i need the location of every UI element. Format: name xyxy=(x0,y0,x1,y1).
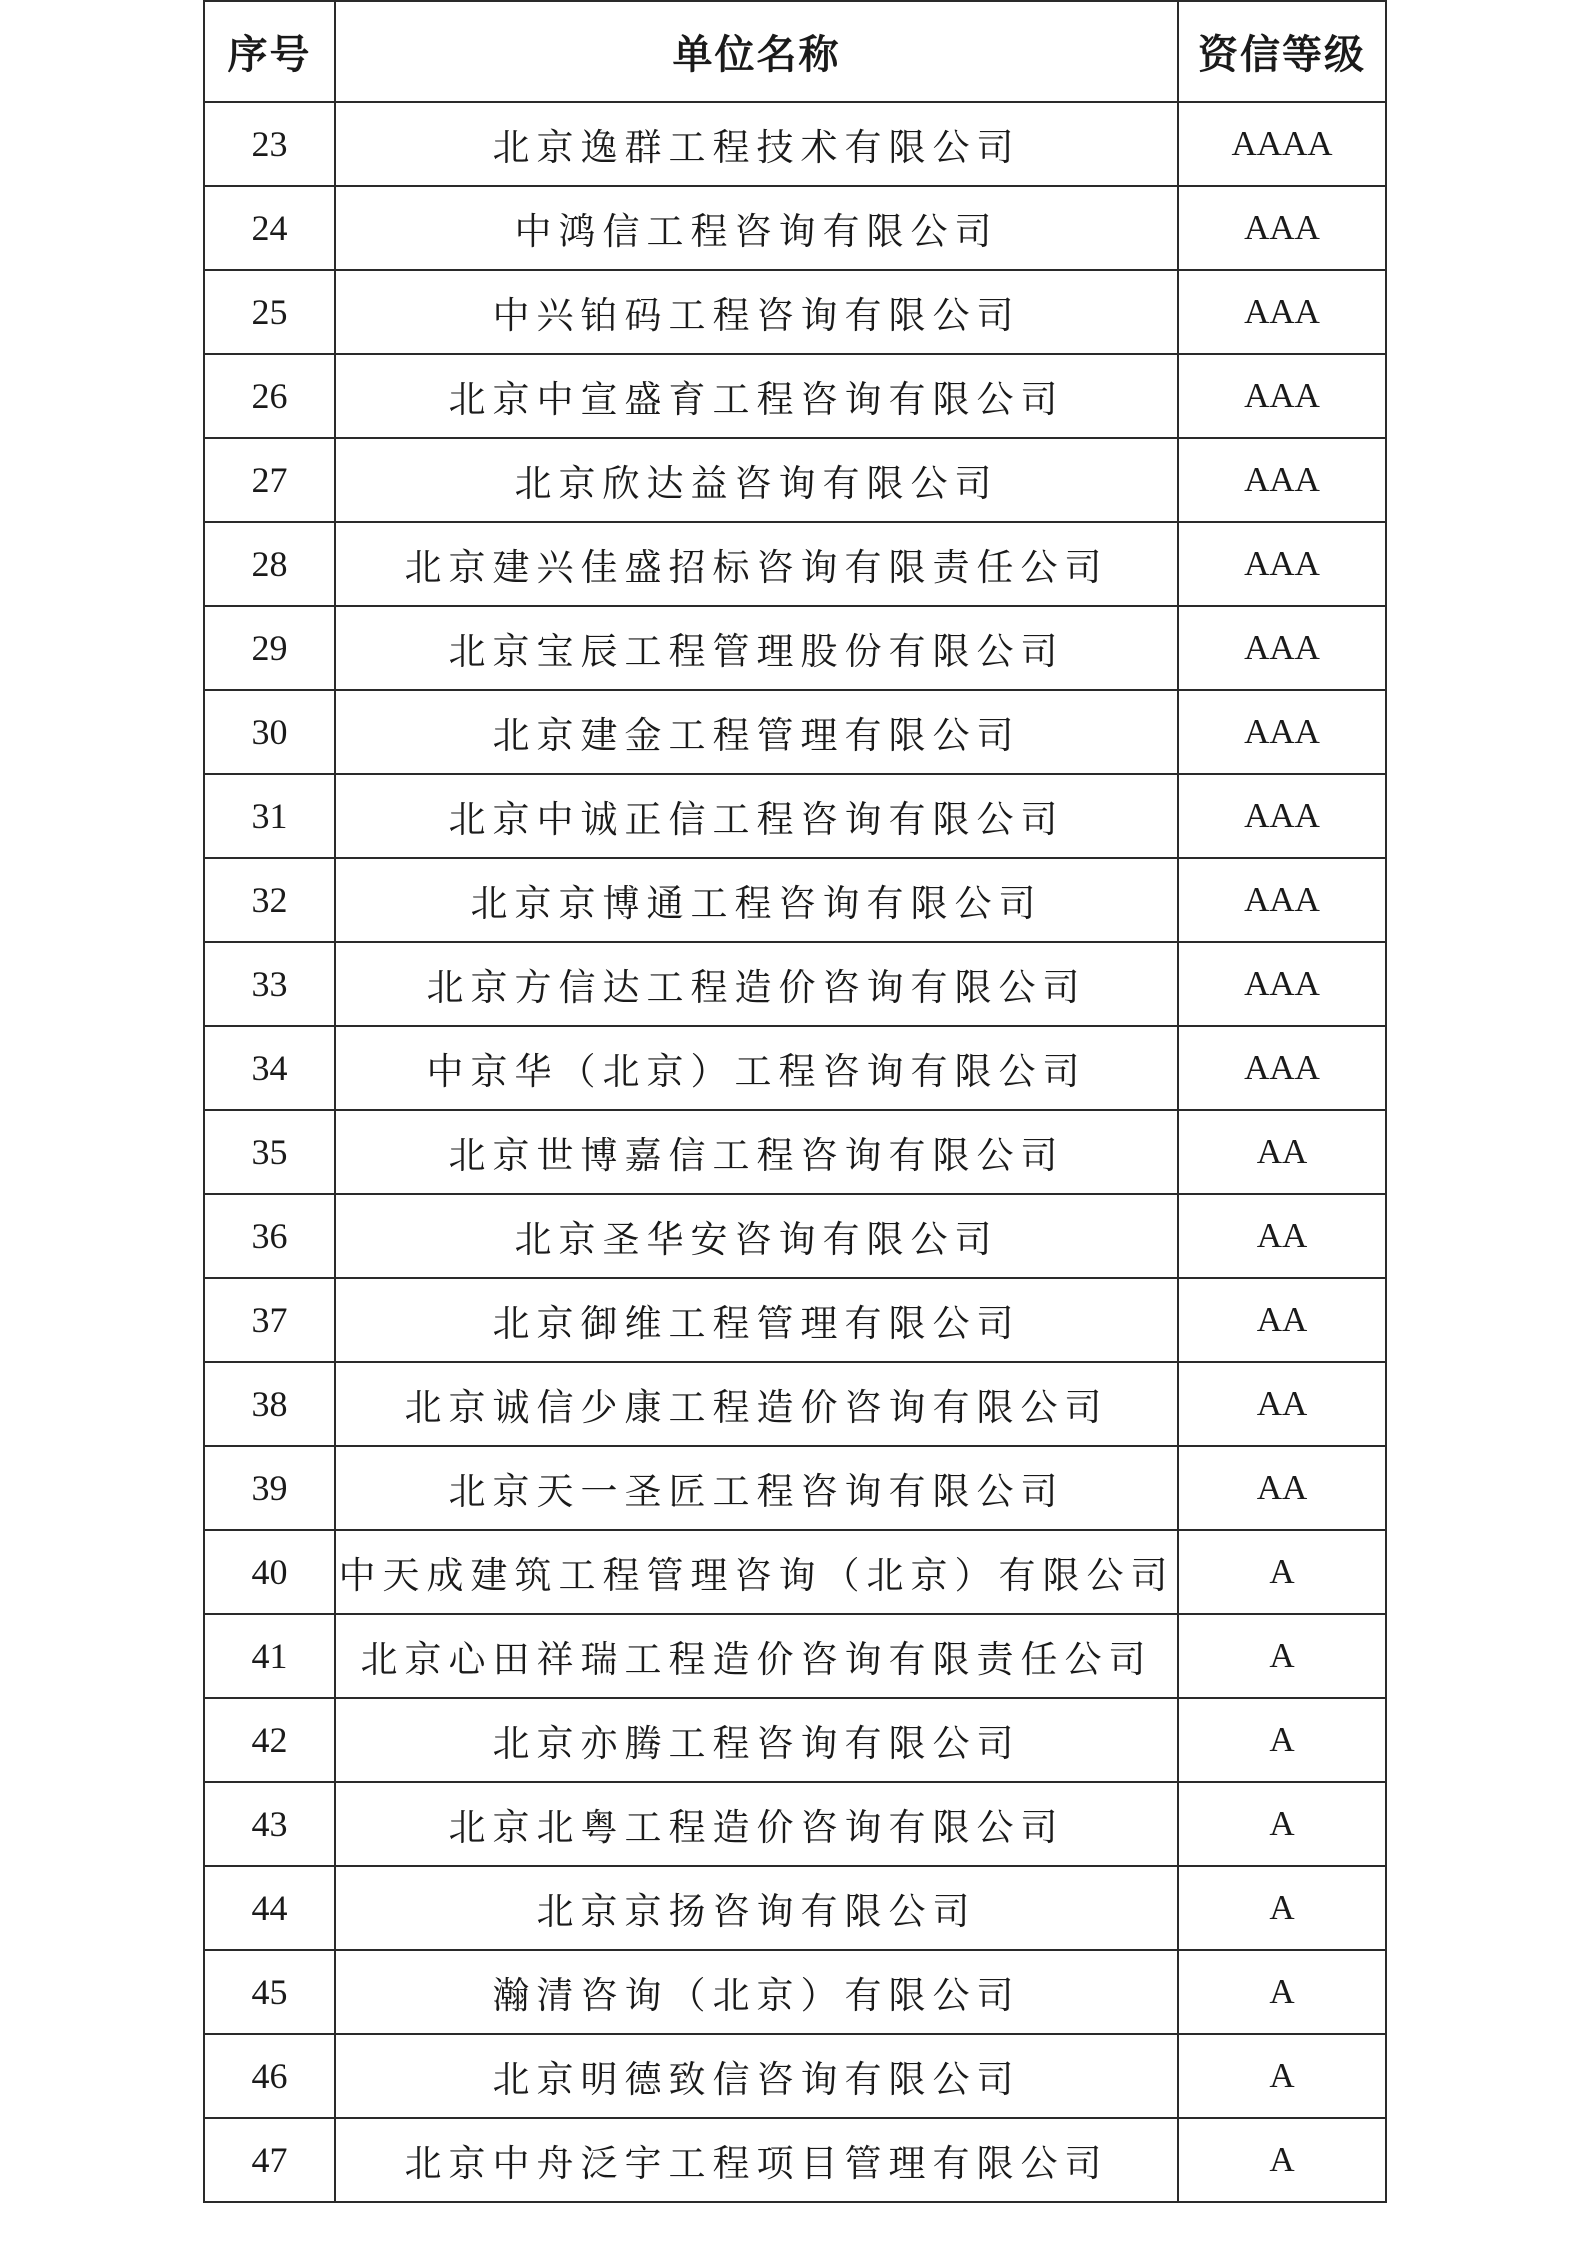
cell-serial-number: 44 xyxy=(204,1866,335,1950)
cell-credit-grade: A xyxy=(1178,1614,1386,1698)
table-row xyxy=(204,522,1386,606)
table-row xyxy=(204,1530,1386,1614)
table-row xyxy=(204,186,1386,270)
cell-unit-name: 北京建金工程管理有限公司 xyxy=(335,690,1178,774)
cell-serial-number: 42 xyxy=(204,1698,335,1782)
cell-unit-name: 北京御维工程管理有限公司 xyxy=(335,1278,1178,1362)
cell-serial-number: 26 xyxy=(204,354,335,438)
table-row xyxy=(204,1950,1386,2034)
cell-credit-grade: A xyxy=(1178,2118,1386,2202)
cell-credit-grade: A xyxy=(1178,1530,1386,1614)
cell-credit-grade: A xyxy=(1178,1698,1386,1782)
cell-serial-number: 34 xyxy=(204,1026,335,1110)
cell-credit-grade: A xyxy=(1178,2034,1386,2118)
cell-serial-number: 30 xyxy=(204,690,335,774)
cell-unit-name: 北京中舟泛宇工程项目管理有限公司 xyxy=(335,2118,1178,2202)
table-row xyxy=(204,2118,1386,2202)
cell-credit-grade: AA xyxy=(1178,1110,1386,1194)
cell-serial-number: 38 xyxy=(204,1362,335,1446)
cell-unit-name: 北京欣达益咨询有限公司 xyxy=(335,438,1178,522)
cell-serial-number: 29 xyxy=(204,606,335,690)
cell-serial-number: 37 xyxy=(204,1278,335,1362)
table-row xyxy=(204,606,1386,690)
cell-credit-grade: AAA xyxy=(1178,270,1386,354)
cell-unit-name: 北京中宣盛育工程咨询有限公司 xyxy=(335,354,1178,438)
cell-credit-grade: AAA xyxy=(1178,354,1386,438)
cell-credit-grade: A xyxy=(1178,1950,1386,2034)
table-row xyxy=(204,1866,1386,1950)
table-row xyxy=(204,1194,1386,1278)
header-serial-number: 序号 xyxy=(204,1,335,102)
cell-credit-grade: AAA xyxy=(1178,522,1386,606)
table-row xyxy=(204,942,1386,1026)
cell-unit-name: 北京京扬咨询有限公司 xyxy=(335,1866,1178,1950)
cell-unit-name: 中兴铂码工程咨询有限公司 xyxy=(335,270,1178,354)
cell-serial-number: 36 xyxy=(204,1194,335,1278)
cell-unit-name: 北京京博通工程咨询有限公司 xyxy=(335,858,1178,942)
cell-unit-name: 北京诚信少康工程造价咨询有限公司 xyxy=(335,1362,1178,1446)
cell-serial-number: 45 xyxy=(204,1950,335,2034)
cell-credit-grade: AAA xyxy=(1178,1026,1386,1110)
table-row xyxy=(204,2034,1386,2118)
cell-credit-grade: AAA xyxy=(1178,942,1386,1026)
cell-unit-name: 北京圣华安咨询有限公司 xyxy=(335,1194,1178,1278)
cell-credit-grade: AA xyxy=(1178,1446,1386,1530)
header-unit-name: 单位名称 xyxy=(335,1,1178,102)
cell-unit-name: 北京宝辰工程管理股份有限公司 xyxy=(335,606,1178,690)
table-row xyxy=(204,270,1386,354)
cell-credit-grade: AA xyxy=(1178,1362,1386,1446)
table-row xyxy=(204,1026,1386,1110)
cell-serial-number: 43 xyxy=(204,1782,335,1866)
table-row xyxy=(204,1278,1386,1362)
cell-credit-grade: A xyxy=(1178,1782,1386,1866)
cell-serial-number: 28 xyxy=(204,522,335,606)
cell-serial-number: 25 xyxy=(204,270,335,354)
cell-credit-grade: AAA xyxy=(1178,858,1386,942)
cell-serial-number: 24 xyxy=(204,186,335,270)
cell-credit-grade: AAA xyxy=(1178,774,1386,858)
table-row xyxy=(204,1614,1386,1698)
cell-unit-name: 中天成建筑工程管理咨询（北京）有限公司 xyxy=(335,1530,1178,1614)
cell-unit-name: 北京明德致信咨询有限公司 xyxy=(335,2034,1178,2118)
cell-serial-number: 35 xyxy=(204,1110,335,1194)
cell-credit-grade: AAA xyxy=(1178,606,1386,690)
cell-unit-name: 北京逸群工程技术有限公司 xyxy=(335,102,1178,186)
header-credit-grade: 资信等级 xyxy=(1178,1,1386,102)
cell-unit-name: 北京亦腾工程咨询有限公司 xyxy=(335,1698,1178,1782)
cell-credit-grade: A xyxy=(1178,1866,1386,1950)
cell-unit-name: 北京天一圣匠工程咨询有限公司 xyxy=(335,1446,1178,1530)
cell-serial-number: 33 xyxy=(204,942,335,1026)
cell-serial-number: 23 xyxy=(204,102,335,186)
cell-serial-number: 31 xyxy=(204,774,335,858)
cell-credit-grade: AAAA xyxy=(1178,102,1386,186)
cell-unit-name: 北京建兴佳盛招标咨询有限责任公司 xyxy=(335,522,1178,606)
cell-unit-name: 北京方信达工程造价咨询有限公司 xyxy=(335,942,1178,1026)
table-row xyxy=(204,1446,1386,1530)
cell-credit-grade: AAA xyxy=(1178,690,1386,774)
cell-credit-grade: AA xyxy=(1178,1194,1386,1278)
cell-unit-name: 北京心田祥瑞工程造价咨询有限责任公司 xyxy=(335,1614,1178,1698)
table-row xyxy=(204,438,1386,522)
cell-serial-number: 41 xyxy=(204,1614,335,1698)
table-body xyxy=(204,102,1386,2202)
cell-unit-name: 北京中诚正信工程咨询有限公司 xyxy=(335,774,1178,858)
table-row xyxy=(204,1698,1386,1782)
cell-unit-name: 中京华（北京）工程咨询有限公司 xyxy=(335,1026,1178,1110)
cell-serial-number: 39 xyxy=(204,1446,335,1530)
table-row xyxy=(204,1110,1386,1194)
cell-serial-number: 32 xyxy=(204,858,335,942)
cell-serial-number: 46 xyxy=(204,2034,335,2118)
table-row xyxy=(204,690,1386,774)
table-row xyxy=(204,858,1386,942)
cell-credit-grade: AAA xyxy=(1178,438,1386,522)
cell-serial-number: 47 xyxy=(204,2118,335,2202)
header-row xyxy=(204,1,1386,102)
table-row xyxy=(204,102,1386,186)
table-row xyxy=(204,774,1386,858)
cell-credit-grade: AAA xyxy=(1178,186,1386,270)
cell-unit-name: 北京北粤工程造价咨询有限公司 xyxy=(335,1782,1178,1866)
cell-serial-number: 40 xyxy=(204,1530,335,1614)
table-row xyxy=(204,354,1386,438)
cell-credit-grade: AA xyxy=(1178,1278,1386,1362)
cell-serial-number: 27 xyxy=(204,438,335,522)
table-row xyxy=(204,1782,1386,1866)
table-header xyxy=(204,1,1386,102)
table-row xyxy=(204,1362,1386,1446)
cell-unit-name: 中鸿信工程咨询有限公司 xyxy=(335,186,1178,270)
cell-unit-name: 北京世博嘉信工程咨询有限公司 xyxy=(335,1110,1178,1194)
credit-rating-table xyxy=(203,0,1387,2203)
cell-unit-name: 瀚清咨询（北京）有限公司 xyxy=(335,1950,1178,2034)
